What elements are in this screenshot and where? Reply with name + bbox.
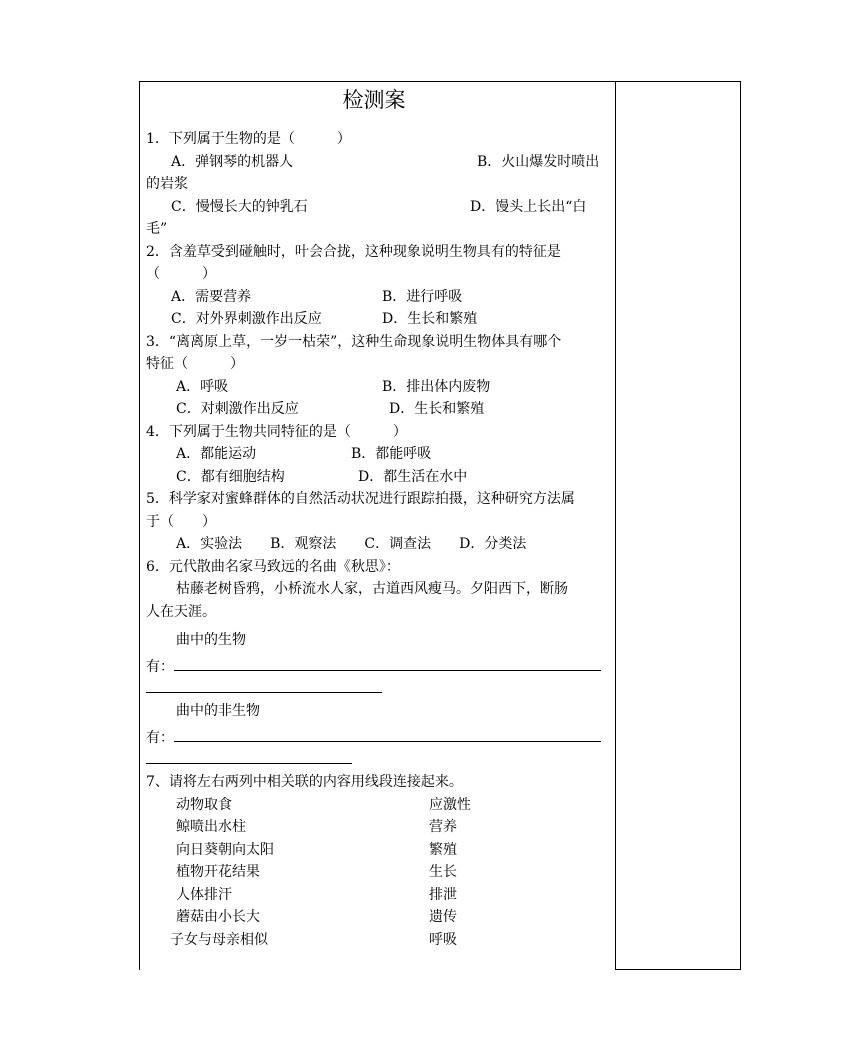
question-3-row-cd <box>146 398 612 421</box>
q6-poem-line-2: 人在天涯。 <box>146 603 216 620</box>
q2-option-b: B．进行呼吸 <box>382 288 463 305</box>
question-4-row-cd <box>146 466 612 489</box>
question-2-row-ab <box>146 286 612 309</box>
q7-match-row <box>146 906 612 929</box>
question-3-row-ab <box>146 376 612 399</box>
q7-left-item: 蘑菇由小长大 <box>176 909 260 925</box>
worksheet-content <box>146 84 612 951</box>
q7-left-item: 动物取食 <box>176 796 232 813</box>
q7-left-item: 人体排汗 <box>176 886 232 903</box>
page-title: 检测案 <box>342 88 406 112</box>
q7-left-item: 子女与母亲相似 <box>170 931 268 948</box>
question-4-stem: 4．下列属于生物共同特征的是（ ） <box>146 423 407 440</box>
q7-right-item: 繁殖 <box>429 841 457 858</box>
question-2-stem-cont: （ ） <box>146 266 216 282</box>
q7-right-item: 营养 <box>429 819 457 835</box>
q7-right-item: 排泄 <box>429 886 457 903</box>
q7-match-row <box>146 794 612 817</box>
q7-left-item: 鲸喷出水柱 <box>176 819 246 835</box>
q1-option-d: D．馒头上长出“白 <box>470 198 587 215</box>
q6-living-blank-2[interactable] <box>146 678 382 693</box>
q6-nonliving-answer-row <box>146 727 612 750</box>
q7-left-item: 向日葵朝向太阳 <box>176 841 274 858</box>
question-4-row-ab <box>146 443 612 466</box>
question-5-stem: 5．科学家对蜜蜂群体的自然活动状况进行跟踪拍摄，这种研究方法属 <box>146 491 575 507</box>
question-5-stem-cont: 于（ ） <box>146 513 216 530</box>
q6-nonliving-blank[interactable] <box>174 727 601 742</box>
q6-nonliving-blank-2[interactable] <box>146 749 352 764</box>
q7-right-item: 呼吸 <box>429 931 457 948</box>
q7-match-row <box>146 884 612 907</box>
q4-option-c: C．都有细胞结构 <box>176 468 285 485</box>
q6-living-answer-row <box>146 656 612 679</box>
question-7-stem: 7、请将左右两列中相关联的内容用线段连接起来。 <box>146 774 463 790</box>
q1-option-d-cont: 毛” <box>146 221 168 237</box>
question-1-stem: 1．下列属于生物的是（ ） <box>146 131 351 147</box>
question-3-stem-cont: 特征（ ） <box>146 356 244 372</box>
q7-right-item: 遗传 <box>429 909 457 925</box>
question-2-row-cd <box>146 308 612 331</box>
q4-option-d: D．都生活在水中 <box>358 468 468 485</box>
q6-living-label: 曲中的生物 <box>176 632 246 648</box>
q3-option-c: C．对刺激作出反应 <box>176 401 299 417</box>
q6-living-blank[interactable] <box>174 656 601 671</box>
q4-option-b: B．都能呼吸 <box>351 446 432 462</box>
q4-option-a: A．都能运动 <box>176 446 257 462</box>
q6-poem-line-1: 枯藤老树昏鸦，小桥流水人家，古道西风瘦马。夕阳西下，断肠 <box>176 581 568 597</box>
table-column-divider <box>615 81 616 970</box>
question-2-stem: 2．含羞草受到碰触时，叶会合拢，这种现象说明生物具有的特征是 <box>146 243 561 260</box>
q2-option-d: D．生长和繁殖 <box>382 311 478 327</box>
q6-nonliving-label: 曲中的非生物 <box>176 703 260 719</box>
q7-match-row <box>146 839 612 862</box>
q6-living-you: 有： <box>146 658 174 675</box>
q2-option-a: A．需要营养 <box>171 288 252 305</box>
q7-right-item: 生长 <box>429 864 457 880</box>
q1-option-a: A．弹钢琴的机器人 <box>171 153 294 170</box>
q5-options: A．实验法 B．观察法 C．调查法 D．分类法 <box>176 536 527 552</box>
table-right-cell-bottom <box>616 969 741 970</box>
q1-option-b-cont: 的岩浆 <box>146 176 188 192</box>
q7-match-row <box>146 929 612 952</box>
question-1-row-cd <box>146 196 612 219</box>
q1-option-c: C．慢慢长大的钟乳石 <box>171 198 308 215</box>
q7-right-item: 应激性 <box>429 796 471 813</box>
q3-option-a: A．呼吸 <box>176 378 229 395</box>
q3-option-b: B．排出体内废物 <box>382 378 491 395</box>
q7-match-row <box>146 816 612 839</box>
q2-option-c: C．对外界刺激作出反应 <box>171 311 322 327</box>
question-1-row-ab <box>146 151 612 174</box>
question-6-stem: 6．元代散曲名家马致远的名曲《秋思》： <box>146 558 400 575</box>
question-3-stem: 3．“离离原上草，一岁一枯荣”，这种生命现象说明生物体具有哪个 <box>146 333 562 350</box>
q7-left-item: 植物开花结果 <box>176 864 260 880</box>
q1-option-b: B．火山爆发时喷出 <box>477 153 600 170</box>
q6-nonliving-you: 有： <box>146 729 174 746</box>
q7-match-row <box>146 861 612 884</box>
q3-option-d: D．生长和繁殖 <box>389 401 485 417</box>
